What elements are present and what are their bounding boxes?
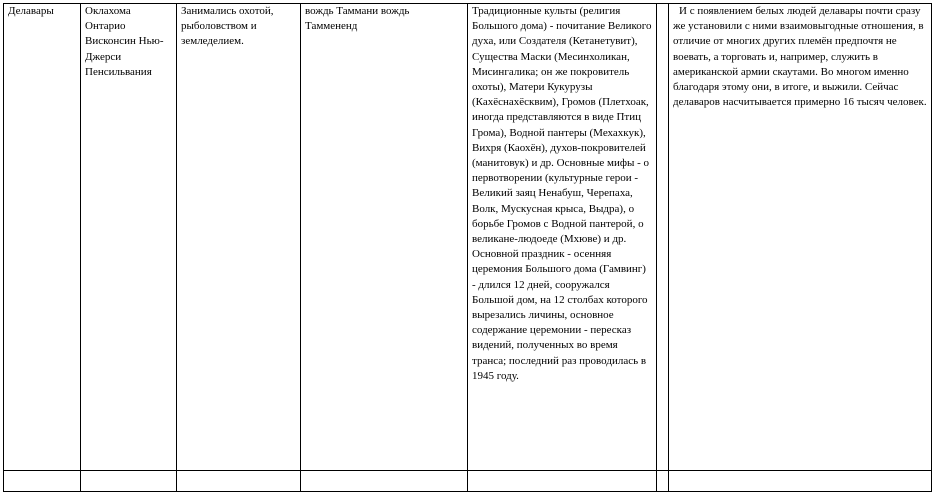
cell-spacer (657, 4, 669, 471)
table-row (4, 471, 932, 492)
cell-next-4 (301, 471, 468, 492)
cell-next-5 (468, 471, 657, 492)
people-name: Делавары (8, 5, 54, 17)
religion-text: Традиционные культы (религия Большого дома) - почитание Великого духа, или Создателя (Кетанетувит), Существа Маски (Месинхоликан, Мисингалика; он же покровитель охоты), Матери Кукурузы (Кахёснахёсквим), Громов (Плетхоак, иногда представляются в виде Птиц Грома), Водной пантеры (Мехахкук), Вихря (Каохён), духов-покровителей (манитовук) и др. Основные мифы - о первотворении (культурные герои - Великий заяц Ненабуш, Черепаха, Волк, Мускусная крыса, Выдра), о борьбе Громов с Водной пантерой, о великане-людоеде (Мхюве) и др. Основной праздник - осенняя церемония Большого дома (Гамвинг) - длился 12 дней, сооружался Большой дом, на 12 столбах которого вырезались личины, основное содержание церемонии - пересказ видений, полученных во время транса; последний раз проводилась в 1945 году. (472, 5, 652, 382)
cell-next-1 (4, 471, 81, 492)
cell-next-3 (177, 471, 301, 492)
location-text: Оклахома Онтарио Висконсин Нью-Джерси Пенсильвания (85, 5, 164, 78)
economy-text: Занимались охотой, рыболовством и земледелием. (181, 5, 274, 48)
cell-next-2 (81, 471, 177, 492)
cell-leaders (301, 4, 468, 471)
cell-religion (468, 4, 657, 471)
cell-notes (669, 4, 932, 471)
cell-next-7 (669, 471, 932, 492)
table-row (4, 4, 932, 471)
cell-people (4, 4, 81, 471)
cell-location (81, 4, 177, 471)
leaders-text: вождь Таммани вождь Таммененд (305, 5, 410, 33)
notes-text: И с появлением белых людей делавары почти сразу же установили с ними взаимовыгодные отношения, в отличие от многих других племён предпочтя не воевать, а торговать и, например, служить в американской армии скаутами. Во многом именно благодаря этому они, в итоге, и выжили. Сейчас делаваров насчитывается примерно 16 тысяч человек. (673, 5, 927, 109)
cell-next-6 (657, 471, 669, 492)
cell-economy (177, 4, 301, 471)
peoples-table (3, 3, 932, 492)
